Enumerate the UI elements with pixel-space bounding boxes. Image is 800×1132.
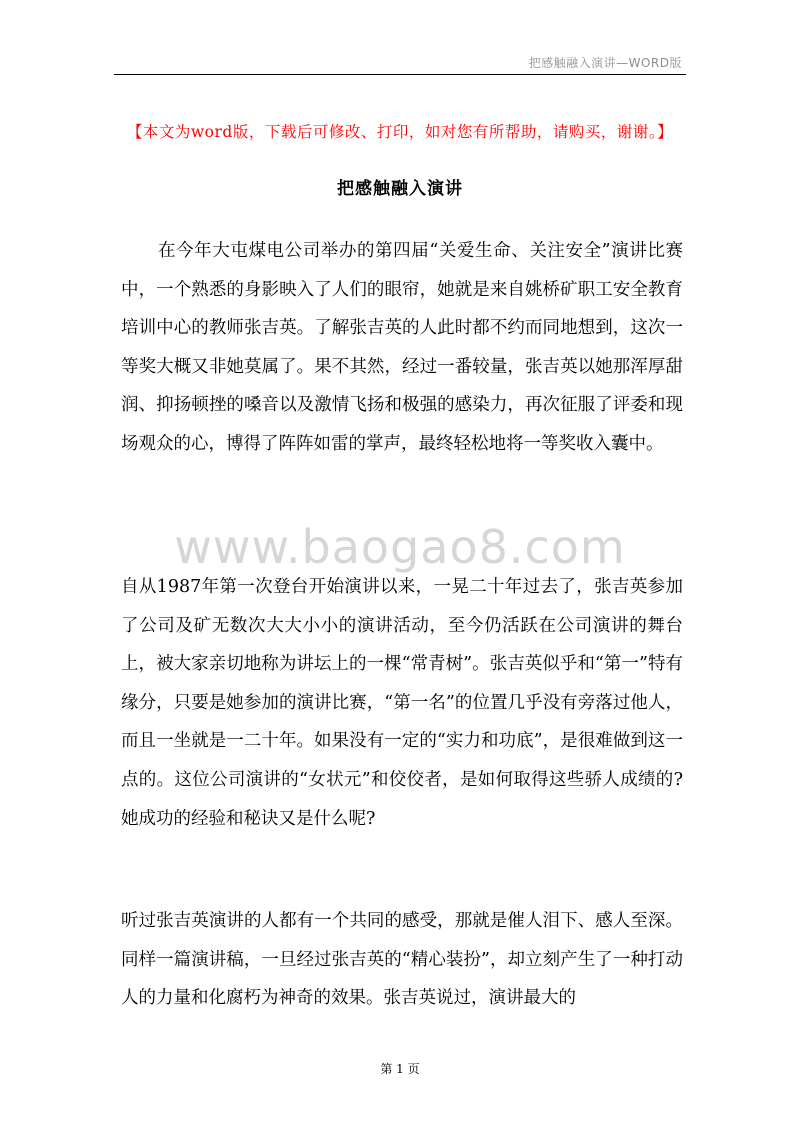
document-title: 把感触融入演讲 bbox=[337, 179, 463, 199]
purchase-notice: 【本文为word版，下载后可修改、打印，如对您有所帮助，请购买，谢谢。】 bbox=[126, 123, 674, 141]
running-header: 把感触融入演讲—WORD版 bbox=[528, 56, 682, 70]
watermark-text: www.baogao8.com bbox=[174, 520, 626, 574]
paragraph-2: 自从1987年第一次登台开始演讲以来，一晃二十年过去了，张吉英参加了公司及矿无数次大大小小的演讲活动，至今仍活跃在公司演讲的舞台上，被大家亲切地称为讲坛上的一棵“常青树”。张吉英似乎和“第一”特有缘分，只要是她参加的演讲比赛，“第一名”的位置几乎没有旁落过他人，而且一坐就是一二十年。如果没有一定的“实力和功底”，是很难做到这一点的。这位公司演讲的“女状元”和佼佼者，是如何取得这些骄人成绩的?她成功的经验和秘诀又是什么呢? bbox=[121, 577, 683, 829]
paragraph-3: 听过张吉英演讲的人都有一个共同的感受，那就是催人泪下、感人至深。同样一篇演讲稿，一旦经过张吉英的“精心装扮”，却立刻产生了一种打动人的力量和化腐朽为神奇的效果。张吉英说过，演讲最大的 bbox=[121, 911, 683, 1009]
header-divider bbox=[114, 74, 686, 75]
paragraph-1: 在今年大屯煤电公司举办的第四届“关爱生命、关注安全”演讲比赛中，一个熟悉的身影映入了人们的眼帘，她就是来自姚桥矿职工安全教育培训中心的教师张吉英。了解张吉英的人此时都不约而同地想到，这次一等奖大概又非她莫属了。果不其然，经过一番较量，张吉英以她那浑厚甜润、抑扬顿挫的嗓音以及激情飞扬和极强的感染力，再次征服了评委和现场观众的心，博得了阵阵如雷的掌声，最终轻松地将一等奖收入囊中。 bbox=[121, 241, 683, 454]
page-number: 第 1 页 bbox=[380, 1062, 420, 1076]
